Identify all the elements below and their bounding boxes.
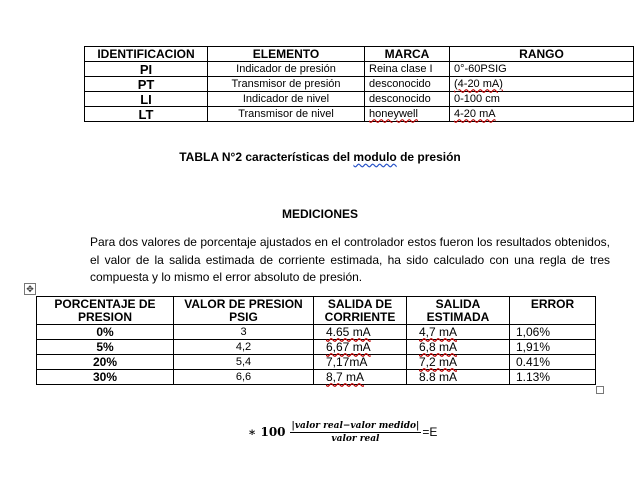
formula-numerator-text: valor real−valor medido — [294, 420, 417, 431]
table-cell: 7,17mA — [314, 355, 407, 370]
table-cell: 6,6 — [174, 370, 314, 385]
header-salida-corriente — [314, 297, 407, 325]
table-cell — [450, 107, 634, 122]
header-valor-presion — [174, 297, 314, 325]
formula-multiplier: ∗ 100 — [248, 425, 286, 439]
caption-marked-word: modulo — [353, 150, 397, 164]
table-cell — [450, 77, 634, 92]
header-marca: MARCA — [365, 47, 450, 62]
table-cell: 0-100 cm — [450, 92, 634, 107]
table-cell: LI — [85, 92, 208, 107]
table-cell: 5,4 — [174, 355, 314, 370]
header-line: CORRIENTE — [324, 310, 396, 324]
table-cell — [407, 325, 510, 340]
header-line: ERROR — [530, 297, 575, 311]
table-row — [37, 325, 596, 340]
table-cell: 8.8 mA — [407, 370, 510, 385]
spell-marked-text: 4.65 mA — [326, 324, 371, 339]
table-cell — [314, 370, 407, 385]
table-row — [37, 355, 596, 370]
table-cell: 3 — [174, 325, 314, 340]
spell-marked-text: 4-20 mA — [454, 107, 496, 120]
header-line: VALOR DE PRESION — [184, 297, 303, 311]
table-row — [85, 77, 634, 92]
table-row — [37, 370, 596, 385]
table-caption — [0, 150, 640, 164]
header-porcentaje — [37, 297, 174, 325]
body-paragraph: Para dos valores de porcentaje ajustados en el controlador estos fueron los resultados obtenidos, el valor de la salida estimada de corriente estimada, ha sido calculado con una regla de tres compuesta y lo mismo el error absoluto de presión. — [90, 235, 610, 284]
table-measurements — [36, 296, 596, 385]
header-line: ESTIMADA — [426, 310, 490, 324]
table-row — [85, 92, 634, 107]
formula-result: =E — [422, 425, 438, 439]
table-cell: 1.13% — [510, 370, 596, 385]
header-line: SALIDA DE — [327, 297, 393, 311]
table-cell — [407, 340, 510, 355]
table-cell: LT — [85, 107, 208, 122]
table-cell: desconocido — [365, 77, 450, 92]
table-cell: 1,06% — [510, 325, 596, 340]
table-row — [37, 340, 596, 355]
error-formula — [248, 417, 437, 447]
table-cell: Reina clase I — [365, 62, 450, 77]
header-elemento: ELEMENTO — [208, 47, 365, 62]
caption-text-end: de presión — [396, 150, 461, 164]
table-row — [85, 107, 634, 122]
resize-icon[interactable] — [596, 386, 604, 394]
formula-numerator: |valor real−valor medido| — [291, 420, 420, 431]
table-cell: Transmisor de presión — [208, 77, 365, 92]
table-instruments — [84, 46, 634, 122]
table-row — [85, 62, 634, 77]
header-line: PSIG — [229, 310, 258, 324]
table-cell: PI — [85, 62, 208, 77]
table-cell: 0.41% — [510, 355, 596, 370]
header-error — [510, 297, 596, 325]
move-icon[interactable]: ✥ — [24, 283, 36, 295]
spell-marked-text: 6,8 mA — [419, 339, 458, 354]
table-cell: Transmisor de nivel — [208, 107, 365, 122]
table-cell: 0°-60PSIG — [450, 62, 634, 77]
spell-marked-text: 6,67 mA — [326, 339, 371, 354]
header-salida-estimada — [407, 297, 510, 325]
table-cell — [314, 325, 407, 340]
table-cell: 4,2 — [174, 340, 314, 355]
table-cell: 30% — [37, 370, 174, 385]
table-cell — [365, 107, 450, 122]
table-cell: desconocido — [365, 92, 450, 107]
spell-marked-text: 8,7 mA — [326, 369, 365, 384]
spell-marked-text: 7,2 mA — [419, 354, 458, 369]
table-cell — [314, 340, 407, 355]
header-line: PRESION — [77, 310, 132, 324]
formula-fraction — [290, 421, 422, 444]
table-cell: PT — [85, 77, 208, 92]
table-cell: 20% — [37, 355, 174, 370]
table-cell — [407, 355, 510, 370]
table-cell: 5% — [37, 340, 174, 355]
spell-marked-text: (4-20 mA) — [454, 77, 503, 90]
section-heading: MEDICIONES — [281, 207, 358, 221]
table-cell: Indicador de presión — [208, 62, 365, 77]
spell-marked-text: honeywell — [369, 107, 418, 120]
table-cell: 0% — [37, 325, 174, 340]
table-header-row — [37, 297, 596, 325]
formula-denominator: valor real — [331, 433, 380, 444]
table-cell: 1,91% — [510, 340, 596, 355]
table-cell: Indicador de nivel — [208, 92, 365, 107]
table-header-row — [85, 47, 634, 62]
header-line: PORCENTAJE DE — [54, 297, 156, 311]
spell-marked-text: 4,7 mA — [419, 324, 458, 339]
caption-text: TABLA N°2 características del — [179, 150, 354, 164]
header-rango: RANGO — [450, 47, 634, 62]
header-identificacion: IDENTIFICACION — [85, 47, 208, 62]
header-line: SALIDA — [435, 297, 481, 311]
